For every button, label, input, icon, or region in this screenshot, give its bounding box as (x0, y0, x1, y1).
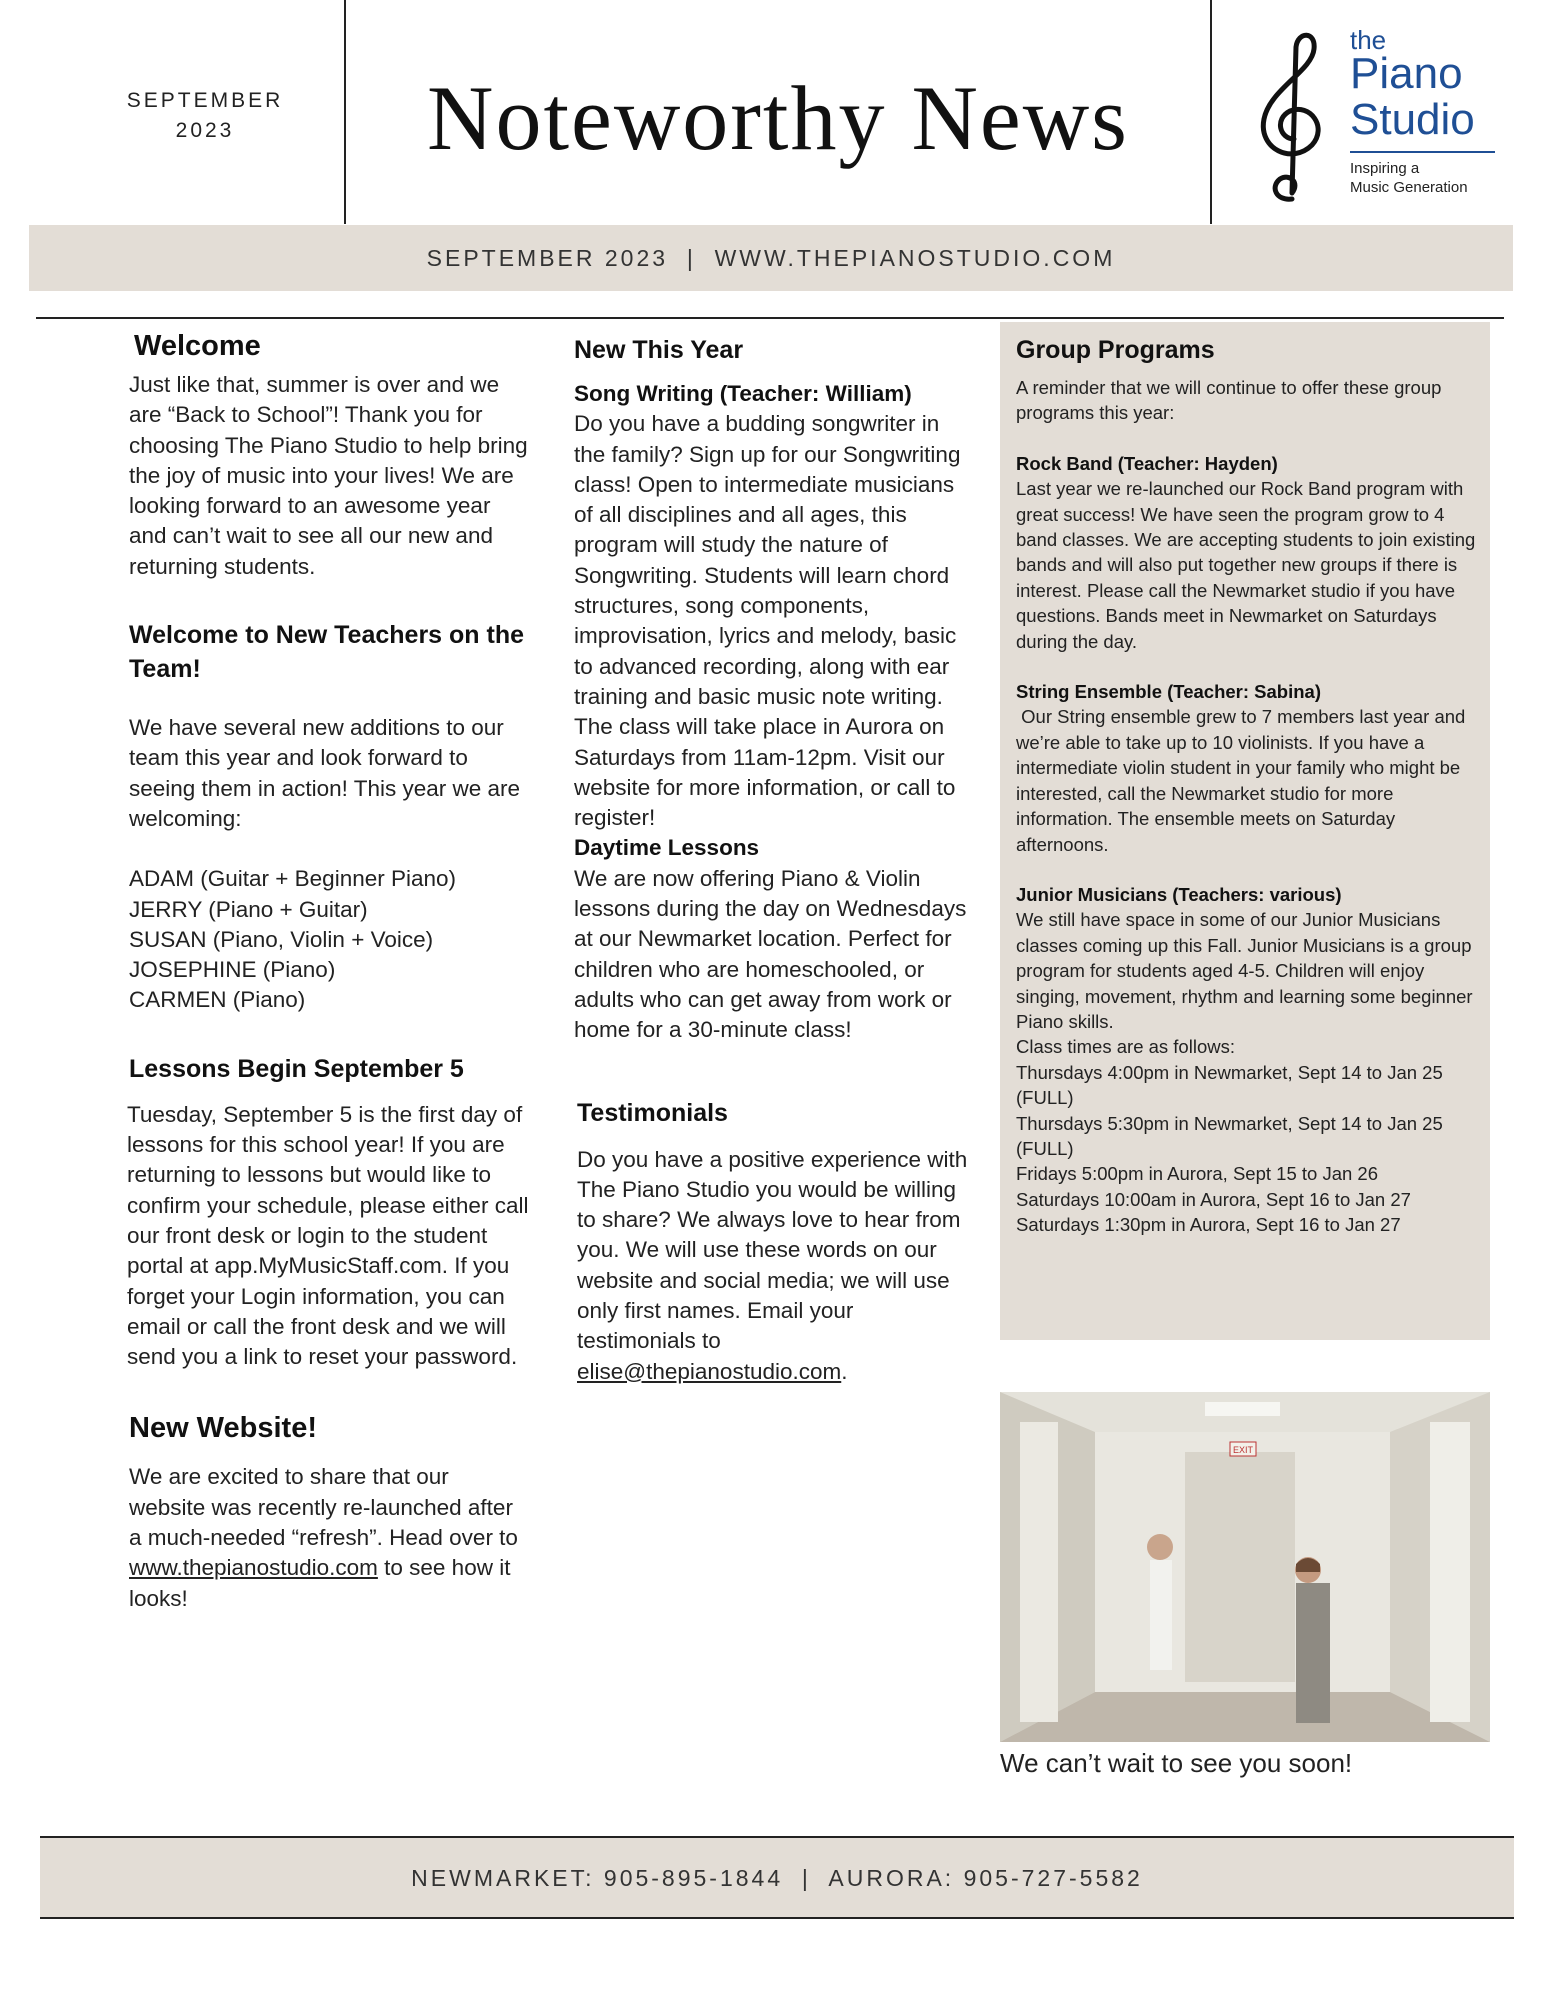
footer-band (40, 1838, 1514, 1918)
welcome-text: Just like that, summer is over and we are “Back to School”! Thank you for choosing The Piano Studio to help bring the joy of music into your lives! We are looking forward to an awesome year and can’t wait to see all our new and returning students. (129, 372, 528, 579)
footer-rule-bottom (40, 1917, 1514, 1919)
class-times-list (1016, 1060, 1478, 1238)
new-teachers-heading: Welcome to New Teachers on the Team! (129, 621, 525, 684)
class-time-item: Thursdays 4:00pm in Newmarket, Sept 14 to Jan 25 (FULL) (1016, 1061, 1443, 1109)
class-times-label: Class times are as follows: (1016, 1036, 1235, 1058)
column-left (129, 328, 529, 1614)
header-rule (36, 317, 1504, 319)
rock-band-text: Last year we re-launched our Rock Band program with great success! We have seen the program grow to 4 band classes. We are accepting students to join existing bands and will also put together new groups if there is interest. Please call the Newmarket studio if you have questions. Bands meet in Newmarket on Saturdays during the day. (1016, 478, 1476, 652)
studio-logo (1240, 25, 1510, 210)
issue-date (100, 86, 310, 146)
testimonials-email-link[interactable]: elise@thepianostudio.com (577, 1358, 842, 1384)
string-ensemble-subheading: String Ensemble (Teacher: Sabina) (1016, 681, 1321, 703)
hallway-photo (1000, 1392, 1490, 1742)
new-teachers-text: We have several new additions to our team this year and look forward to seeing them in action! This year we are welcoming: (129, 715, 521, 831)
class-time-item: Saturdays 10:00am in Aurora, Sept 16 to Jan 27 (1016, 1188, 1411, 1210)
website-link[interactable]: www.thepianostudio.com (129, 1555, 378, 1581)
rock-band-subheading: Rock Band (Teacher: Hayden) (1016, 452, 1278, 474)
logo-tagline-line2: Music Generation (1350, 179, 1468, 196)
hallway-illustration (1000, 1392, 1490, 1742)
daytime-lessons-subheading: Daytime Lessons (574, 835, 760, 861)
welcome-heading: Welcome (134, 330, 261, 362)
teacher-item: JOSEPHINE (Piano) (129, 957, 336, 983)
daytime-lessons-text: We are now offering Piano & Violin lessons during the day on Wednesdays at our Newmarket location. Perfect for children who are homeschooled, or adults who can get away from work or home for a 30-minute class! (574, 865, 967, 1043)
teacher-item: ADAM (Guitar + Beginner Piano) (129, 866, 457, 892)
column-middle (574, 333, 974, 1387)
string-ensemble-text: Our String ensemble grew to 7 members last year and we’re able to take up to 10 violinists. If you have a intermediate violin student in your family who might be interested, call the Newmarket studio for more information. The ensemble meets on Saturday afternoons. (1016, 706, 1471, 855)
song-writing-text: Do you have a budding songwriter in the family? Sign up for our Songwriting class! Open to intermediate musicians of all disciplines and all ages, this program will study the nature of Songwriting. Students will learn chord structures, song components, improvisation, lyrics and melody, basic to advanced recording, along with ear training and basic music note writing. The class will take place in Aurora on Saturdays from 11am-12pm. Visit our website for more information, or call to register! (574, 411, 961, 831)
group-programs-intro: A reminder that we will continue to offer these group programs this year: (1016, 377, 1442, 424)
logo-name-line1: Piano (1350, 49, 1463, 98)
new-website-heading: New Website! (129, 1412, 318, 1445)
header-divider-right (1210, 0, 1212, 224)
new-this-year-heading: New This Year (574, 336, 744, 364)
class-time-item: Thursdays 5:30pm in Newmarket, Sept 14 to Jan 25 (FULL) (1016, 1112, 1443, 1159)
footer-contact-text: NEWMARKET: 905-895-1844 | AURORA: 905-727-5582 (411, 1864, 1143, 1891)
new-website-text-end: to see how it looks! (129, 1555, 511, 1611)
teacher-item: SUSAN (Piano, Violin + Voice) (129, 926, 434, 952)
issue-year: 2023 (175, 119, 235, 142)
header-band (29, 225, 1513, 291)
class-time-item: Fridays 5:00pm in Aurora, Sept 15 to Jan 26 (1016, 1163, 1378, 1185)
lessons-begin-heading: Lessons Begin September 5 (129, 1054, 464, 1083)
junior-musicians-subheading: Junior Musicians (Teachers: various) (1016, 883, 1342, 905)
lessons-begin-text: Tuesday, September 5 is the first day of lessons for this school year! If you are returning to lessons but would like to confirm your schedule, please either call our front desk or login to the student portal at app.MyMusicStaff.com. If you forget your Login information, you can email or call the front desk and we will send you a link to reset your password. (127, 1101, 529, 1370)
header-divider-left (344, 0, 346, 224)
logo-name-line2: Studio (1350, 95, 1475, 144)
class-time-item: Saturdays 1:30pm in Aurora, Sept 16 to Jan 27 (1016, 1214, 1401, 1236)
logo-tagline (1350, 159, 1468, 197)
newsletter-title: Noteworthy News (427, 67, 1129, 169)
logo-the: the (1350, 25, 1387, 55)
logo-rule (1350, 151, 1495, 153)
testimonials-text (577, 1145, 974, 1387)
new-website-text-start: We are excited to share that our website was recently re-launched after a much-needed “refresh”. Head over to (129, 1464, 518, 1551)
song-writing-subheading: Song Writing (Teacher: William) (574, 381, 912, 406)
issue-month: SEPTEMBER (126, 89, 284, 112)
column-right (1016, 333, 1478, 1238)
group-programs-heading: Group Programs (1016, 336, 1215, 364)
new-website-text (129, 1462, 529, 1613)
testimonials-text-body: Do you have a positive experience with The Piano Studio you would be willing to share? We always love to hear from you. We will use these words on our website and social media; we will use only first names. Email your testimonials to (577, 1146, 968, 1354)
header-band-text: SEPTEMBER 2023 | WWW.THEPIANOSTUDIO.COM (426, 244, 1116, 271)
exit-sign-text: EXIT (1232, 1445, 1254, 1455)
photo-caption: We can’t wait to see you soon! (1000, 1748, 1353, 1778)
logo-name (1350, 51, 1475, 143)
teacher-list (129, 864, 529, 1015)
testimonials-heading: Testimonials (577, 1098, 728, 1127)
junior-musicians-text: We still have space in some of our Junior Musicians classes coming up this Fall. Junior Musicians is a group program for students aged 4-5. Children will enjoy singing, movement, rhythm and learning some beginner Piano skills. (1016, 909, 1473, 1032)
logo-tagline-line1: Inspiring a (1350, 160, 1420, 177)
treble-clef-icon (1240, 27, 1340, 207)
teacher-item: CARMEN (Piano) (129, 987, 306, 1013)
teacher-item: JERRY (Piano + Guitar) (129, 896, 368, 922)
testimonials-text-end: . (841, 1358, 848, 1384)
